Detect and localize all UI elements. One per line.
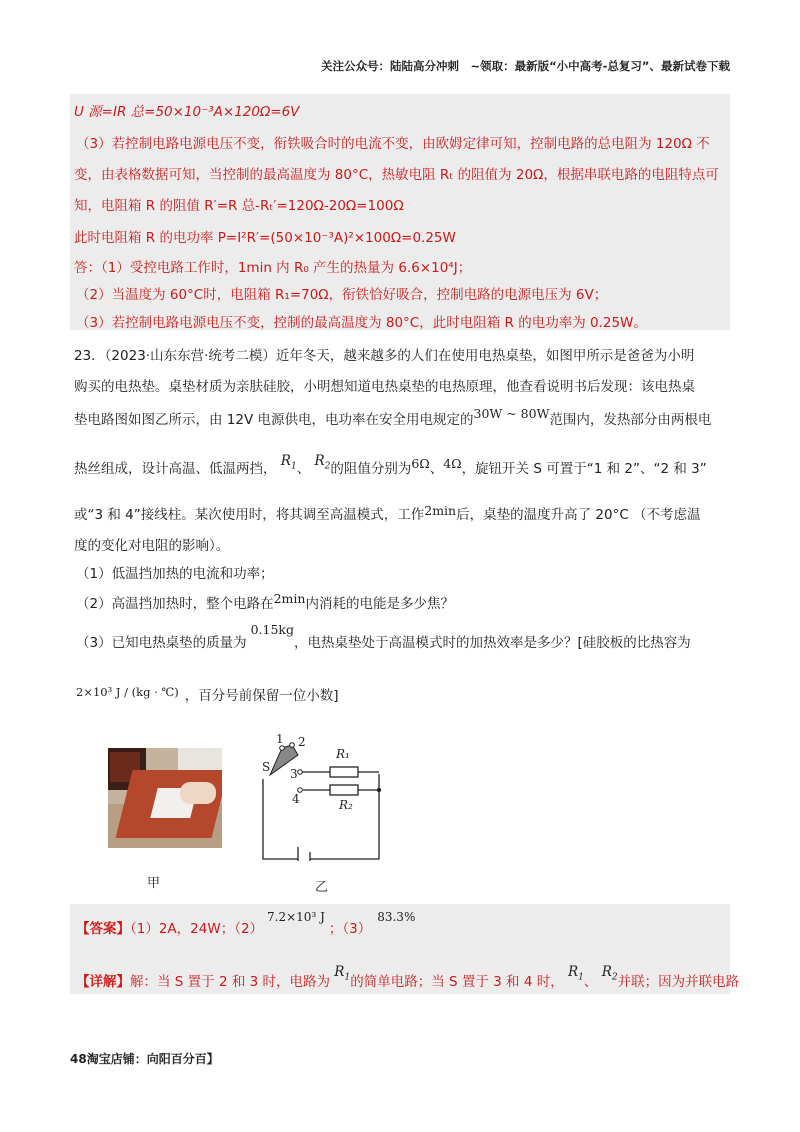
page-footer: 48淘宝店铺：向阳百分百】 — [70, 1052, 219, 1066]
answer-line: （3）若控制电路电源电压不变，衔铁吸合时的电流不变，由欧姆定律可知，控制电路的总电阻为 120Ω 不 — [76, 136, 710, 152]
question-text: 热丝组成，设计高温、低温两挡， $R_1$、 $R_2$的阻值分别为6Ω、4Ω，旋钮开关 S 可置于“1 和 2”、“2 和 3” — [74, 453, 707, 477]
terminal-4-label: 4 — [292, 792, 300, 806]
question-part-2: （2）高温挡加热时，整个电路在2min内消耗的电能是多少焦？ — [76, 591, 454, 612]
switch-label: S — [262, 760, 271, 774]
question-part-1: （1）低温挡加热的电流和功率； — [76, 566, 274, 582]
question-text: 度的变化对电阻的影响）。 — [74, 538, 230, 554]
answer-line: 此时电阻箱 R 的电功率 P=I²R′=(50×10⁻³A)²×100Ω=0.25W — [74, 230, 456, 246]
figure-caption-yi: 乙 — [315, 880, 329, 895]
resistor-r2-label: R₂ — [339, 798, 353, 812]
question-text: 购买的电热垫。桌垫材质为亲肤硅胶，小明想知道电热桌垫的电热原理，他查看说明书后发现：该电热桌 — [74, 379, 695, 395]
answer-line: （3）若控制电路电源电压不变，控制的最高温度为 80°C，此时电阻箱 R 的电功率为 0.25W。 — [76, 315, 647, 331]
terminal-3-label: 3 — [290, 767, 298, 781]
question-text: 2×10³ J / (kg · ℃) ，百分号前保留一位小数] — [76, 685, 339, 704]
answer-line: （2）当温度为 60°C时，电阻箱 R₁=70Ω，衔铁恰好吸合，控制电路的电源电压为 6V； — [76, 287, 608, 303]
question-text: 垫电路图如图乙所示，由 12V 电源供电，电功率在安全用电规定的30W ~ 80W范围内，发热部分由两根电 — [74, 406, 712, 428]
question-text: 23．（2023·山东东营·统考二模）近年冬天，越来越多的人们在使用电热桌垫，如图甲所示是爸爸为小明 — [74, 348, 695, 364]
terminal-1-label: 1 — [276, 732, 284, 746]
circuit-diagram — [248, 731, 398, 861]
answer-line: 【答案】（1）2A，24W；（2）7.2×10³ J；（3）83.3% — [76, 910, 416, 937]
page-header: 关注公众号：陆陆高分冲刺 ~领取：最新版“小中高考-总复习”、最新试卷下载 — [320, 59, 730, 73]
question-part-3: （3）已知电热桌垫的质量为0.15kg，电热桌垫处于高温模式时的加热效率是多少？[硅胶板的比热容为 — [76, 622, 691, 651]
answer-line: 答：（1）受控电路工作时，1min 内 R₀ 产生的热量为 6.6×10⁴J； — [74, 260, 472, 276]
heating-mat-photo — [108, 748, 222, 848]
figure-caption-jia: 甲 — [147, 876, 161, 891]
question-text: 或“3 和 4”接线柱。某次使用时，将其调至高温模式，工作2min后，桌垫的温度升高了 20°C （不考虑温 — [74, 503, 701, 523]
power-range: 30W ~ 80W — [473, 406, 550, 421]
answer-line: 知，电阻箱 R 的阻值 R′=R 总-Rₜ′=120Ω-20Ω=100Ω — [74, 198, 404, 214]
detail-line: 【详解】解：当 S 置于 2 和 3 时，电路为 $R_1$的简单电路；当 S 置于 3 和 4 时， $R_1$、 $R_2$并联；因为并联电路 — [76, 964, 740, 990]
answer-line: 变，由表格数据可知，当控制的最高温度为 80°C，热敏电阻 Rₜ 的阻值为 20Ω，根据串联电路的电阻特点可 — [74, 167, 719, 183]
answer-line: U 源=IR 总=50×10⁻³A×120Ω=6V — [74, 104, 300, 120]
resistor-r1-label: R₁ — [336, 747, 350, 761]
terminal-2-label: 2 — [298, 735, 306, 749]
